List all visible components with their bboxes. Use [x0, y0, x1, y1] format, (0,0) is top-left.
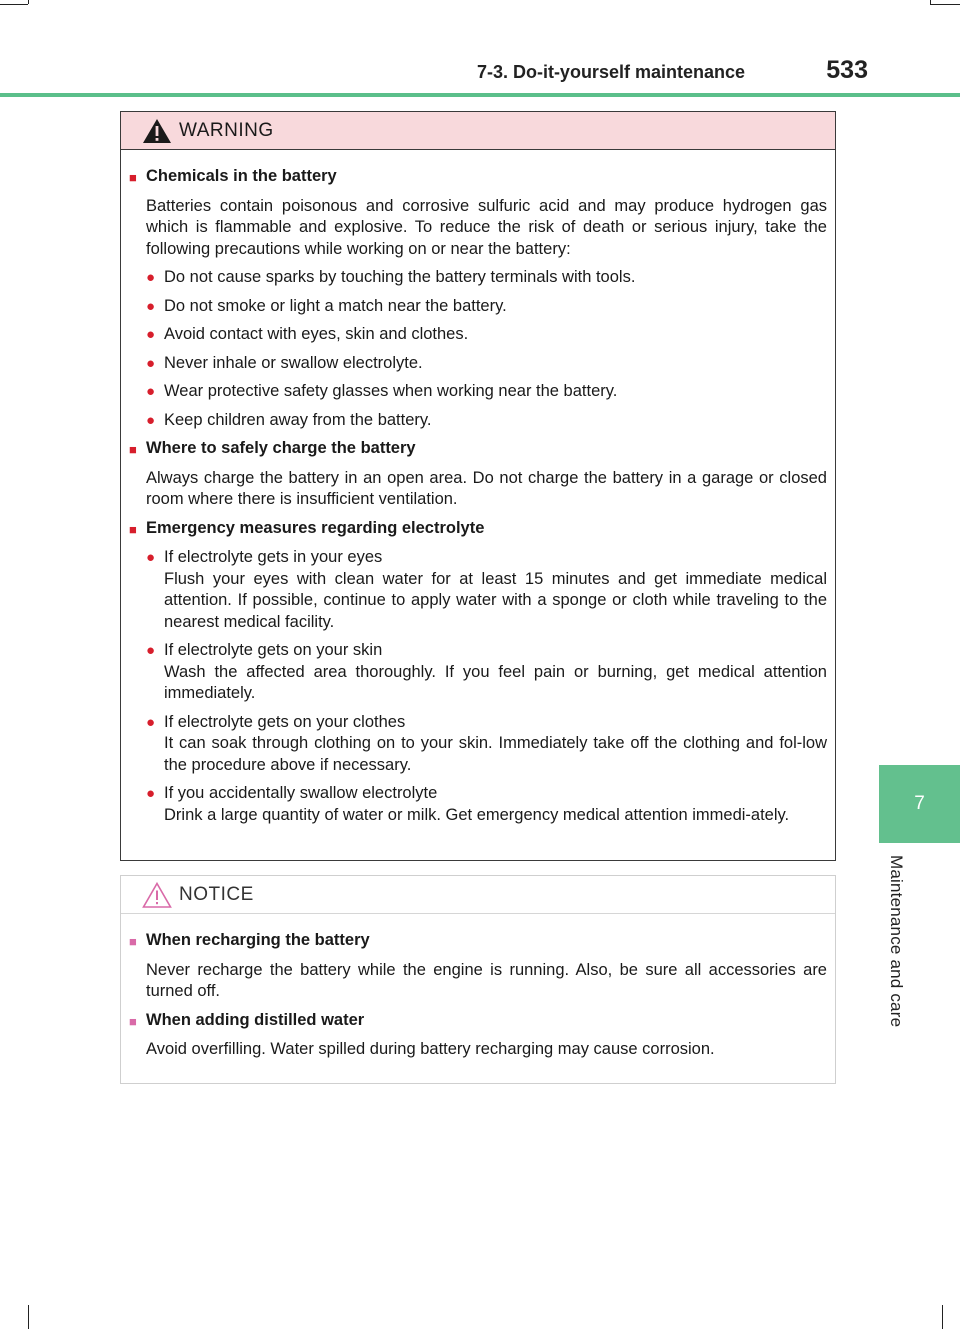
section-heading: ■ When recharging the battery — [129, 930, 827, 953]
notice-body — [121, 914, 835, 1061]
paragraph: Avoid overfilling. Water spilled during battery recharging may cause corrosion. — [146, 1040, 715, 1058]
list-item: ● Wear protective safety glasses when working near the battery. — [146, 381, 827, 403]
round-bullet-icon: ● — [146, 383, 156, 400]
warning-label: WARNING — [179, 119, 274, 141]
warning-box — [120, 111, 836, 861]
list-item: ● If electrolyte gets in your eyes Flush your eyes with clean water for at least 15 minutes and get immediate medical attention. If possible, continue to apply water with a sponge or cloth while traveling to the nearest medical facility. — [146, 547, 827, 633]
list-item: ● Never inhale or swallow electrolyte. — [146, 353, 827, 375]
caution-triangle-icon — [141, 881, 173, 909]
list-item: ● Do not smoke or light a match near the battery. — [146, 296, 827, 318]
square-bullet-icon: ■ — [129, 521, 137, 537]
round-bullet-icon: ● — [146, 269, 156, 286]
list-item: ● Keep children away from the battery. — [146, 410, 827, 432]
round-bullet-icon: ● — [146, 326, 156, 343]
list-item: ● If electrolyte gets on your clothes It can soak through clothing on to your skin. Immediately take off the clothing and fol-low the procedure above if necessary. — [146, 712, 827, 777]
chapter-number: 7 — [914, 793, 925, 814]
list-item: ● If you accidentally swallow electrolyte Drink a large quantity of water or milk. Get emergency medical attention immedi-ately. — [146, 783, 827, 826]
list-item: ● Do not cause sparks by touching the battery terminals with tools. — [146, 267, 827, 289]
round-bullet-icon: ● — [146, 411, 156, 429]
crop-mark — [28, 0, 29, 4]
paragraph: Batteries contain poisonous and corrosive sulfuric acid and may produce hydrogen gas which is flammable and explosive. To reduce the risk of death or serious injury, take the following precautions while working on or near the battery: — [146, 196, 827, 258]
chapter-tab[interactable] — [879, 765, 960, 843]
round-bullet-icon: ● — [146, 354, 156, 372]
section-heading: ■ Emergency measures regarding electrolyte — [129, 518, 827, 541]
notice-label: NOTICE — [179, 883, 254, 905]
section-heading: ■ When adding distilled water — [129, 1010, 827, 1033]
page-number: 533 — [826, 56, 868, 84]
round-bullet-icon: ● — [146, 297, 156, 315]
notice-box — [120, 875, 836, 1084]
round-bullet-icon: ● — [146, 642, 156, 659]
header-rule — [0, 93, 960, 97]
paragraph: Always charge the battery in an open area. Do not charge the battery in a garage or closed room where there is insufficient ventilation. — [146, 468, 827, 508]
warning-header — [121, 112, 835, 150]
round-bullet-icon: ● — [146, 785, 156, 802]
warning-triangle-icon — [141, 117, 173, 145]
round-bullet-icon: ● — [146, 549, 156, 566]
notice-header — [121, 876, 835, 914]
round-bullet-icon: ● — [146, 713, 156, 731]
crop-mark — [930, 4, 960, 5]
list-item: ● If electrolyte gets on your skin Wash the affected area thoroughly. If you feel pain or burning, get medical attention immediately. — [146, 640, 827, 705]
crop-mark — [942, 1305, 943, 1329]
warning-body — [121, 150, 835, 826]
paragraph: Never recharge the battery while the engine is running. Also, be sure all accessories are turned off. — [146, 960, 827, 1000]
list-item: ● Avoid contact with eyes, skin and clothes. — [146, 324, 827, 346]
square-bullet-icon: ■ — [129, 934, 137, 949]
square-bullet-icon: ■ — [129, 1013, 137, 1029]
crop-mark — [28, 1305, 29, 1329]
crop-mark — [0, 4, 28, 5]
section-heading: ■ Where to safely charge the battery — [129, 438, 827, 461]
square-bullet-icon: ■ — [129, 170, 137, 185]
section-heading: ■ Chemicals in the battery — [129, 166, 827, 189]
square-bullet-icon: ■ — [129, 442, 137, 457]
chapter-title: Maintenance and care — [887, 855, 906, 1028]
section-title: 7-3. Do-it-yourself maintenance — [476, 62, 745, 82]
